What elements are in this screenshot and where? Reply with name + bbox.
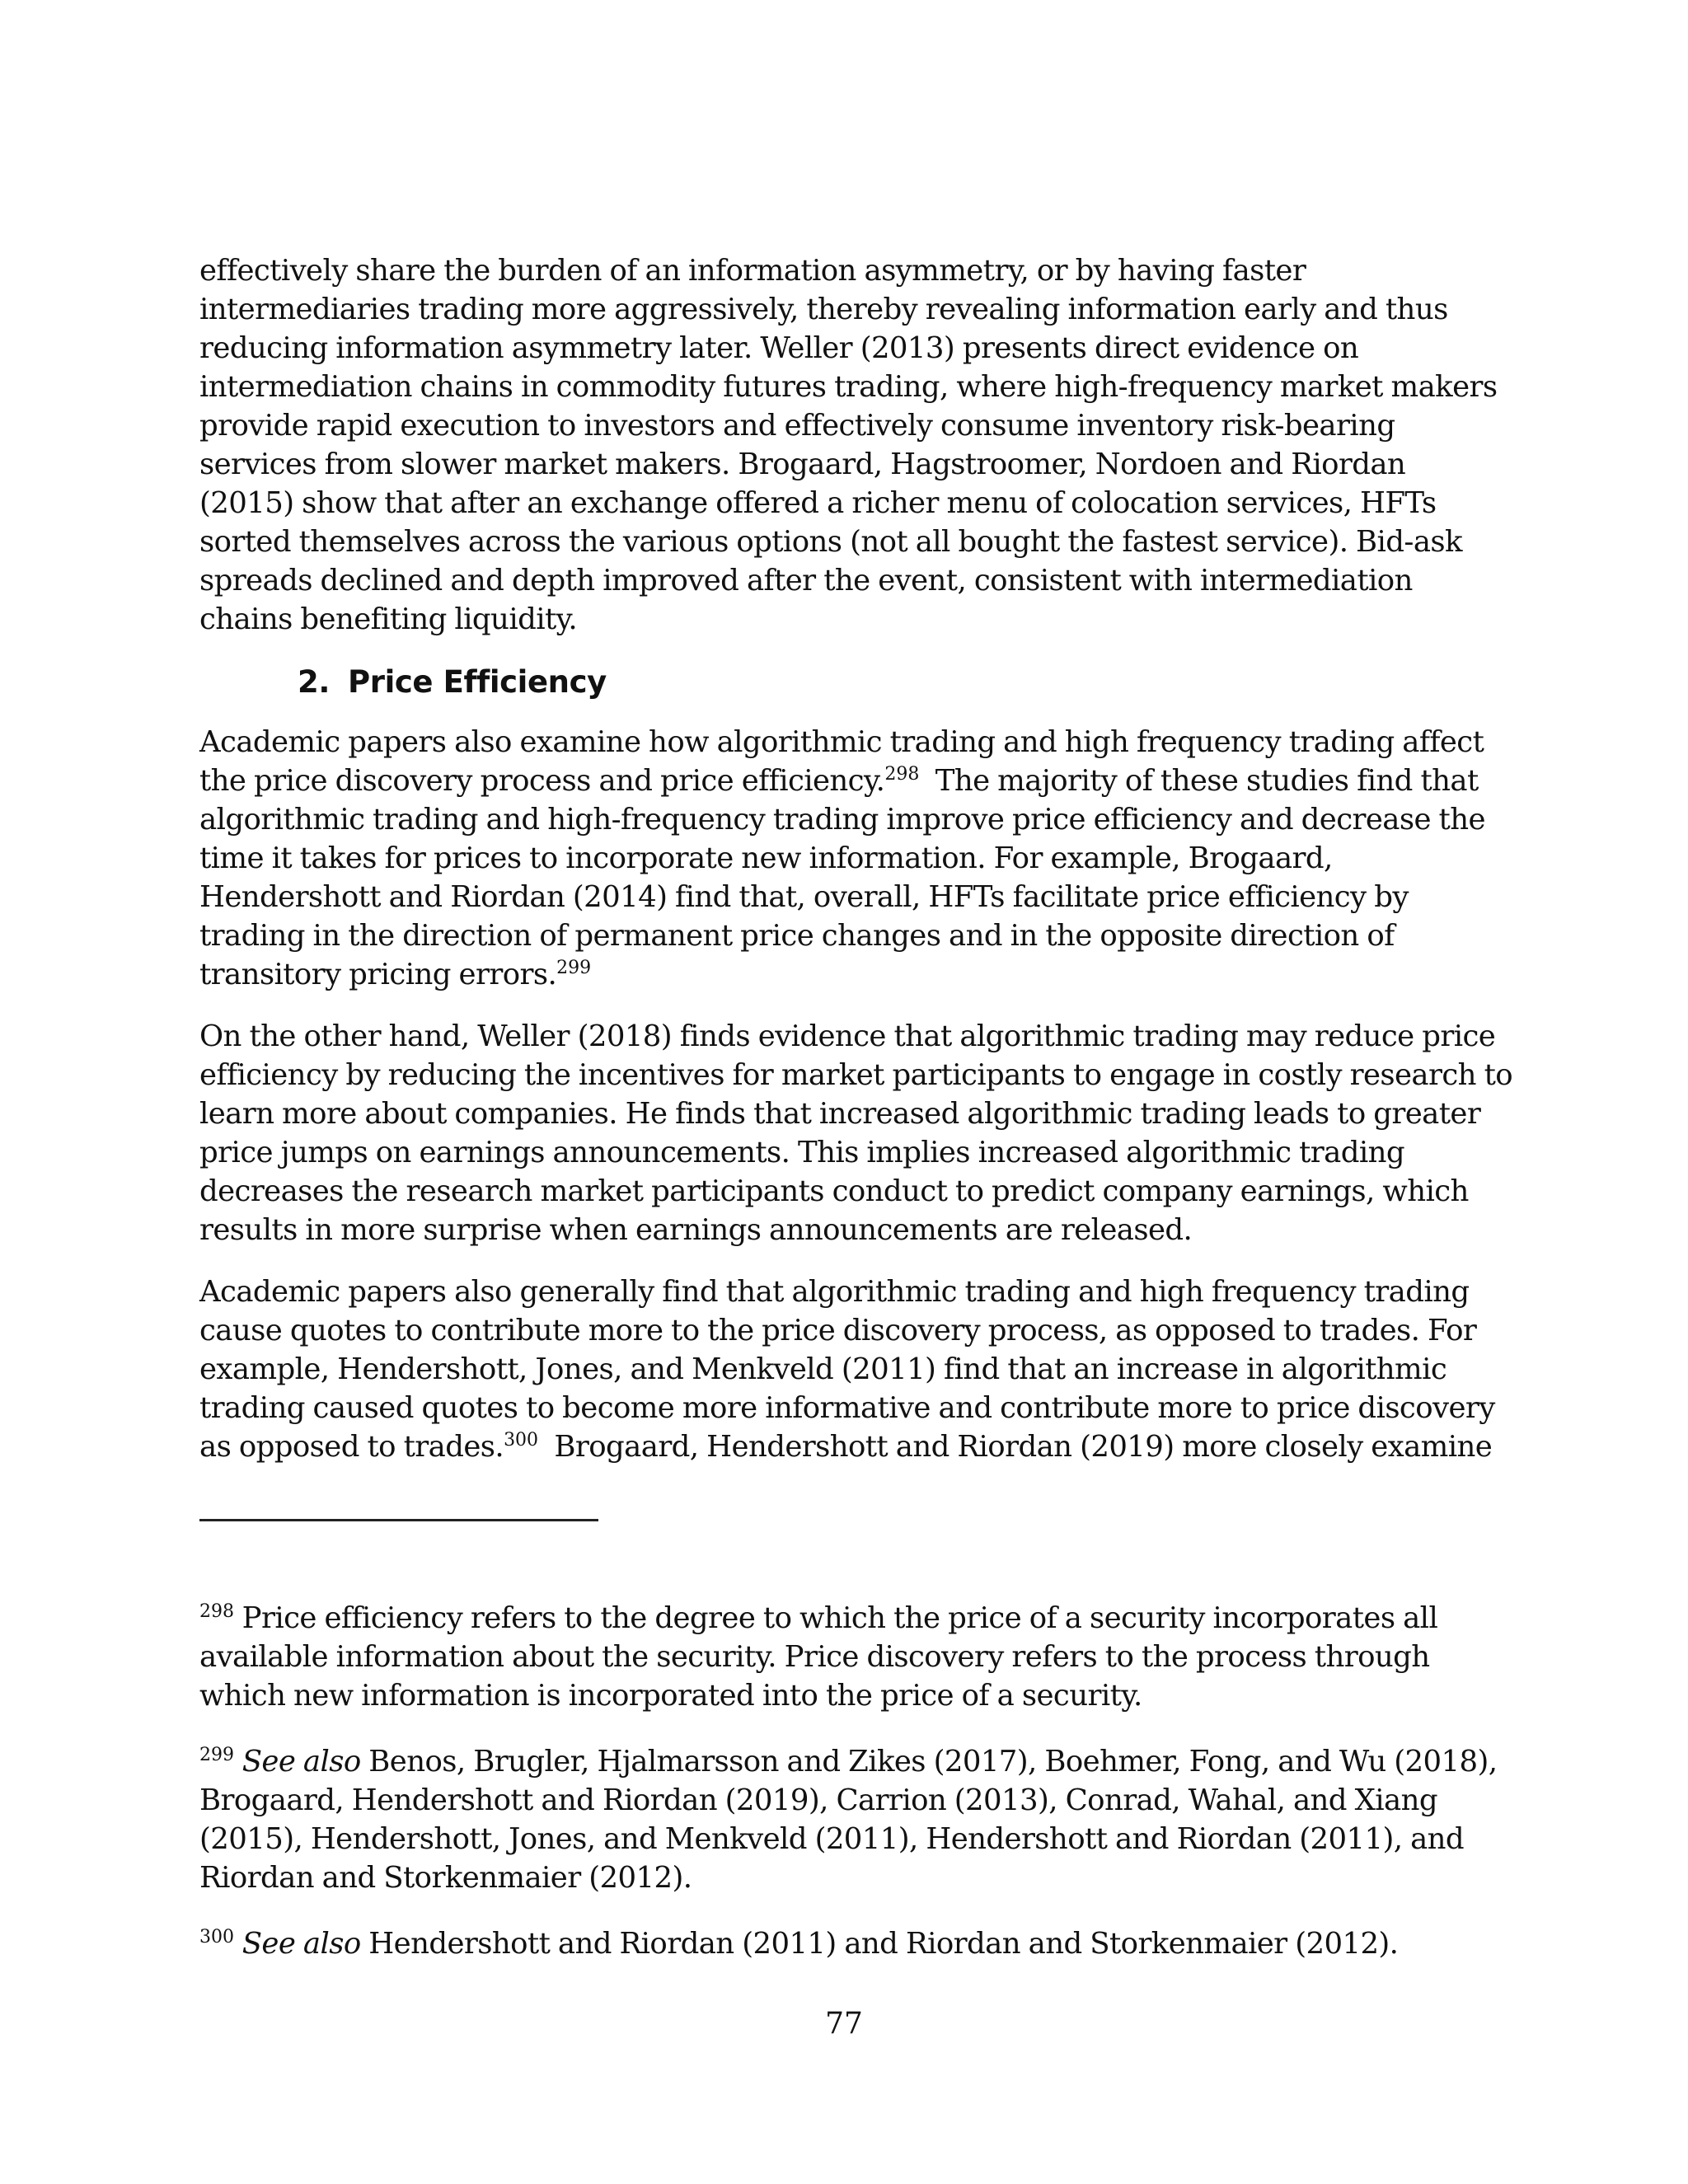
footnote-300 — [199, 1924, 1502, 1963]
text-line: chains benefiting liquidity. — [199, 602, 578, 636]
footnote-ref-300[interactable]: 300 — [504, 1430, 539, 1451]
text-line: Academic papers also generally find that algorithmic trading and high frequency trading — [199, 1275, 1470, 1309]
text-line — [199, 762, 1502, 800]
text-segment: the price discovery process and price efficiency. — [199, 764, 885, 798]
see-also-signal: See also — [241, 1745, 361, 1779]
text-line: learn more about companies. He finds that increased algorithmic trading leads to greater — [199, 1097, 1481, 1131]
section-title: Price Efficiency — [348, 664, 607, 700]
paragraph-price-discovery — [199, 723, 1502, 994]
section-number: 2. — [298, 664, 331, 700]
text-line: decreases the research market participants conduct to predict company earnings, which — [199, 1174, 1469, 1208]
footnote-298 — [199, 1599, 1502, 1715]
footnote-number: 299 — [199, 1745, 234, 1765]
text-segment: Benos, Brugler, Hjalmarsson and Zikes (2017), Boehmer, Fong, and Wu (2018), — [360, 1745, 1498, 1779]
text-line: services from slower market makers. Brogaard, Hagstroomer, Nordoen and Riordan — [199, 448, 1406, 481]
page-number: 77 — [825, 2007, 863, 2041]
paragraph-quotes-vs-trades — [199, 1272, 1502, 1466]
footnote-number: 298 — [199, 1601, 234, 1622]
text-line: spreads declined and depth improved after the event, consistent with intermediation — [199, 564, 1413, 598]
text-line: which new information is incorporated into the price of a security. — [199, 1679, 1142, 1713]
text-line: example, Hendershott, Jones, and Menkveld (2011) find that an increase in algorithmic — [199, 1352, 1447, 1386]
text-line: On the other hand, Weller (2018) finds evidence that algorithmic trading may reduce price — [199, 1019, 1496, 1053]
text-line — [199, 1599, 1502, 1638]
text-line: cause quotes to contribute more to the price discovery process, as opposed to trades. For — [199, 1314, 1477, 1347]
text-line — [199, 1924, 1502, 1963]
text-line: (2015), Hendershott, Jones, and Menkveld (2011), Hendershott and Riordan (2011), and — [199, 1822, 1465, 1856]
text-line: Hendershott and Riordan (2014) find that, overall, HFTs facilitate price efficiency by — [199, 880, 1409, 914]
text-line: provide rapid execution to investors and effectively consume inventory risk-bearing — [199, 409, 1395, 443]
text-segment: Brogaard, Hendershott and Riordan (2019) more closely examine — [538, 1430, 1493, 1464]
footnotes — [199, 1599, 1502, 1990]
see-also-signal: See also — [241, 1927, 361, 1961]
text-line — [199, 1742, 1502, 1781]
text-line: intermediaries trading more aggressively, thereby revealing information early and thus — [199, 293, 1448, 326]
text-line: reducing information asymmetry later. Weller (2013) presents direct evidence on — [199, 331, 1359, 365]
page-body — [199, 251, 1513, 1489]
text-line: sorted themselves across the various options (not all bought the fastest service). Bid-ask — [199, 525, 1462, 559]
text-segment: as opposed to trades. — [199, 1430, 504, 1464]
text-line: available information about the security. Price discovery refers to the process through — [199, 1640, 1430, 1674]
text-line: algorithmic trading and high-frequency trading improve price efficiency and decrease the — [199, 803, 1485, 837]
text-line: Brogaard, Hendershott and Riordan (2019), Carrion (2013), Conrad, Wahal, and Xiang — [199, 1783, 1437, 1817]
text-segment: Price efficiency refers to the degree to which the price of a security incorporates all — [234, 1601, 1438, 1635]
text-line: trading caused quotes to become more informative and contribute more to price discovery — [199, 1391, 1495, 1425]
footnote-separator — [199, 1519, 598, 1521]
paragraph-intermediation-chains — [199, 251, 1502, 639]
text-line — [199, 955, 1502, 994]
text-line: trading in the direction of permanent price changes and in the opposite direction of — [199, 919, 1395, 953]
text-segment: The majority of these studies find that — [919, 764, 1479, 798]
text-line: time it takes for prices to incorporate new information. For example, Brogaard, — [199, 841, 1333, 875]
text-segment: transitory pricing errors. — [199, 958, 557, 991]
text-segment: Hendershott and Riordan (2011) and Riordan and Storkenmaier (2012). — [360, 1927, 1399, 1961]
paragraph-weller-2018 — [199, 1017, 1513, 1249]
text-line: effectively share the burden of an information asymmetry, or by having faster — [199, 254, 1306, 288]
footnote-number: 300 — [199, 1927, 234, 1947]
text-line: (2015) show that after an exchange offered a richer menu of colocation services, HFTs — [199, 486, 1437, 520]
footnote-299 — [199, 1742, 1502, 1897]
text-line: price jumps on earnings announcements. This implies increased algorithmic trading — [199, 1136, 1404, 1169]
section-heading — [298, 662, 1502, 703]
text-line: Riordan and Storkenmaier (2012). — [199, 1861, 692, 1895]
text-line: efficiency by reducing the incentives for market participants to engage in costly research to — [199, 1058, 1513, 1092]
text-line: Academic papers also examine how algorithmic trading and high frequency trading affect — [199, 725, 1484, 759]
text-line: results in more surprise when earnings announcements are released. — [199, 1213, 1193, 1247]
text-line — [199, 1427, 1502, 1466]
text-line: intermediation chains in commodity futures trading, where high-frequency market makers — [199, 370, 1498, 404]
footnote-ref-299[interactable]: 299 — [556, 958, 592, 978]
footnote-ref-298[interactable]: 298 — [884, 764, 920, 785]
